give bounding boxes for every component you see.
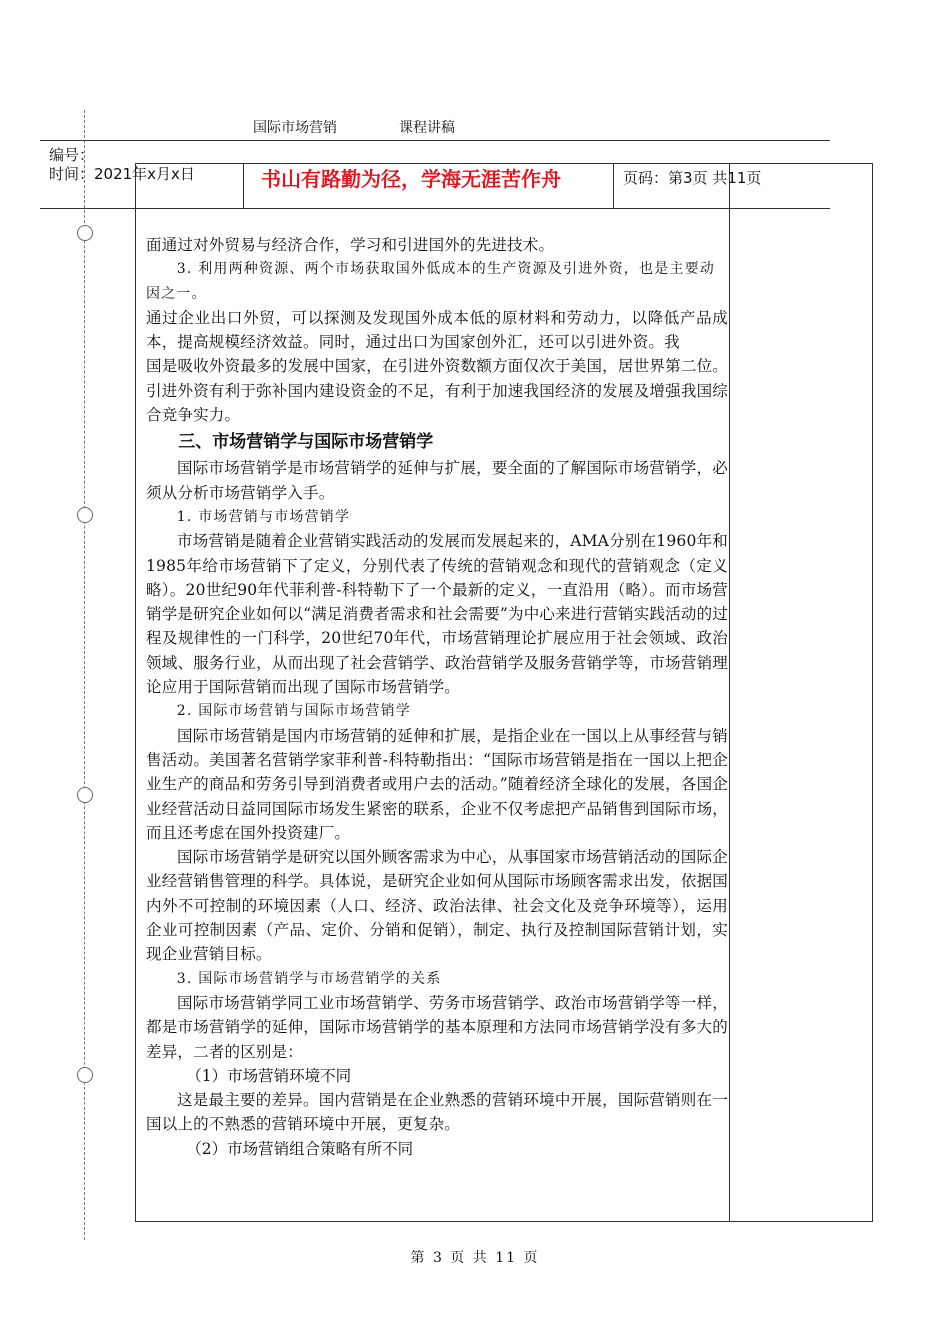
binding-hole bbox=[77, 507, 93, 523]
page-footer: 第 3 页 共 11 页 bbox=[410, 1250, 540, 1266]
motto: 书山有路勤为径，学海无涯苦作舟 bbox=[261, 167, 561, 191]
subheading: 1. 市场营销与市场营销学 bbox=[176, 508, 351, 525]
subheading: 3. 国际市场营销学与市场营销学的关系 bbox=[176, 970, 442, 987]
paragraph: 国际市场营销学是研究以国外顾客需求为中心，从事国家市场营销活动的国际企业经营销售管理的科学。具体说，是研究企业如何从国际市场顾客需求出发，依据国内外不可控制的环境因素（人口、经济、政治法律、社会文化及竞争环境等），运用企业可控制因素（产品、定价、分销和促销），制定、执行及控制国际营销计划，实现企业营销目标。 bbox=[146, 848, 728, 964]
binding-hole bbox=[77, 1067, 93, 1083]
serial-number-label: 编号： bbox=[49, 146, 95, 164]
table-divider bbox=[729, 163, 730, 1222]
paragraph: 国是吸收外资最多的发展中国家，在引进外资数额方面仅次于美国，居世界第二位。引进外资有利于弥补国内建设资金的不足，有利于加速我国经济的发展及增强我国综合竞争实力。 bbox=[146, 357, 728, 425]
table-bottom-border bbox=[135, 1221, 873, 1222]
subheading: 2. 国际市场营销与国际市场营销学 bbox=[176, 703, 412, 720]
table-right-border bbox=[872, 163, 873, 1222]
subheading: 3. 利用两种资源、两个市场获取国外低成本的生产资源及引进外资，也是主要动因之一。 bbox=[146, 261, 716, 302]
table-divider bbox=[613, 163, 614, 208]
binding-hole bbox=[77, 787, 93, 803]
paragraph: 国际市场营销是国内市场营销的延伸和扩展，是指企业在一国以上从事经营与销售活动。美国著名营销学家菲利普-科特勒指出：“国际市场营销是指在一国以上把企业生产的商品和劳务引导到消费者或用户去的活动。”随着经济全球化的发展，各国企业经营活动日益同国际市场发生紧密的联系，企业不仅考虑把产品销售到国际市场，而且还考虑在国外投资建厂。 bbox=[146, 726, 728, 842]
table-left-border bbox=[135, 163, 136, 1222]
time-label: 时间：2021年x月x日 bbox=[49, 165, 195, 183]
list-item: （1）市场营销环境不同 bbox=[186, 1066, 352, 1085]
page-code: 页码：第3页 共11页 bbox=[623, 169, 762, 187]
paragraph: 这是最主要的差异。国内营销是在企业熟悉的营销环境中开展，国际营销则在一国以上的不熟悉的营销环境中开展，更复杂。 bbox=[146, 1091, 728, 1134]
binding-hole bbox=[77, 225, 93, 241]
doc-type-title: 课程讲稿 bbox=[399, 120, 455, 136]
paragraph: 国际市场营销学同工业市场营销学、劳务市场营销学、政治市场营销学等一样，都是市场营销学的延伸，国际市场营销学的基本原理和方法同市场营销学没有多大的差异，二者的区别是： bbox=[146, 993, 728, 1061]
header-rule-top bbox=[40, 140, 830, 141]
list-item: （2）市场营销组合策略有所不同 bbox=[186, 1139, 414, 1158]
paragraph: 通过企业出口外贸，可以探测及发现国外成本低的原材料和劳动力，以降低产品成本，提高规模经济效益。同时，通过出口为国家创外汇，还可以引进外资。我 bbox=[146, 308, 728, 352]
section-heading: 三、市场营销学与国际市场营销学 bbox=[178, 432, 434, 453]
table-divider bbox=[243, 163, 244, 208]
lecture-content bbox=[146, 233, 728, 1161]
header-rule-bottom bbox=[40, 208, 830, 209]
paragraph: 国际市场营销学是市场营销学的延伸与扩展，要全面的了解国际市场营销学，必须从分析市场营销学入手。 bbox=[146, 459, 728, 502]
paragraph: 市场营销是随着企业营销实践活动的发展而发展起来的，AMA分别在1960年和1985年给市场营销下了定义，分别代表了传统的营销观念和现代的营销观念（定义略）。20世纪90年代菲利普-科特勒下了一个最新的定义，一直沿用（略）。而市场营销学是研究企业如何以“满足消费者需求和社会需要”为中心来进行营销实践活动的过程及规律性的一门科学，20世纪70年代，市场营销理论扩展应用于社会领域、政治领域、服务行业，从而出现了社会营销学、政治营销学及服务营销学等，市场营销理论应用于国际营销而出现了国际市场营销学。 bbox=[146, 532, 728, 697]
paragraph: 面通过对外贸易与经济合作，学习和引进国外的先进技术。 bbox=[146, 236, 555, 254]
course-title: 国际市场营销 bbox=[253, 120, 337, 136]
